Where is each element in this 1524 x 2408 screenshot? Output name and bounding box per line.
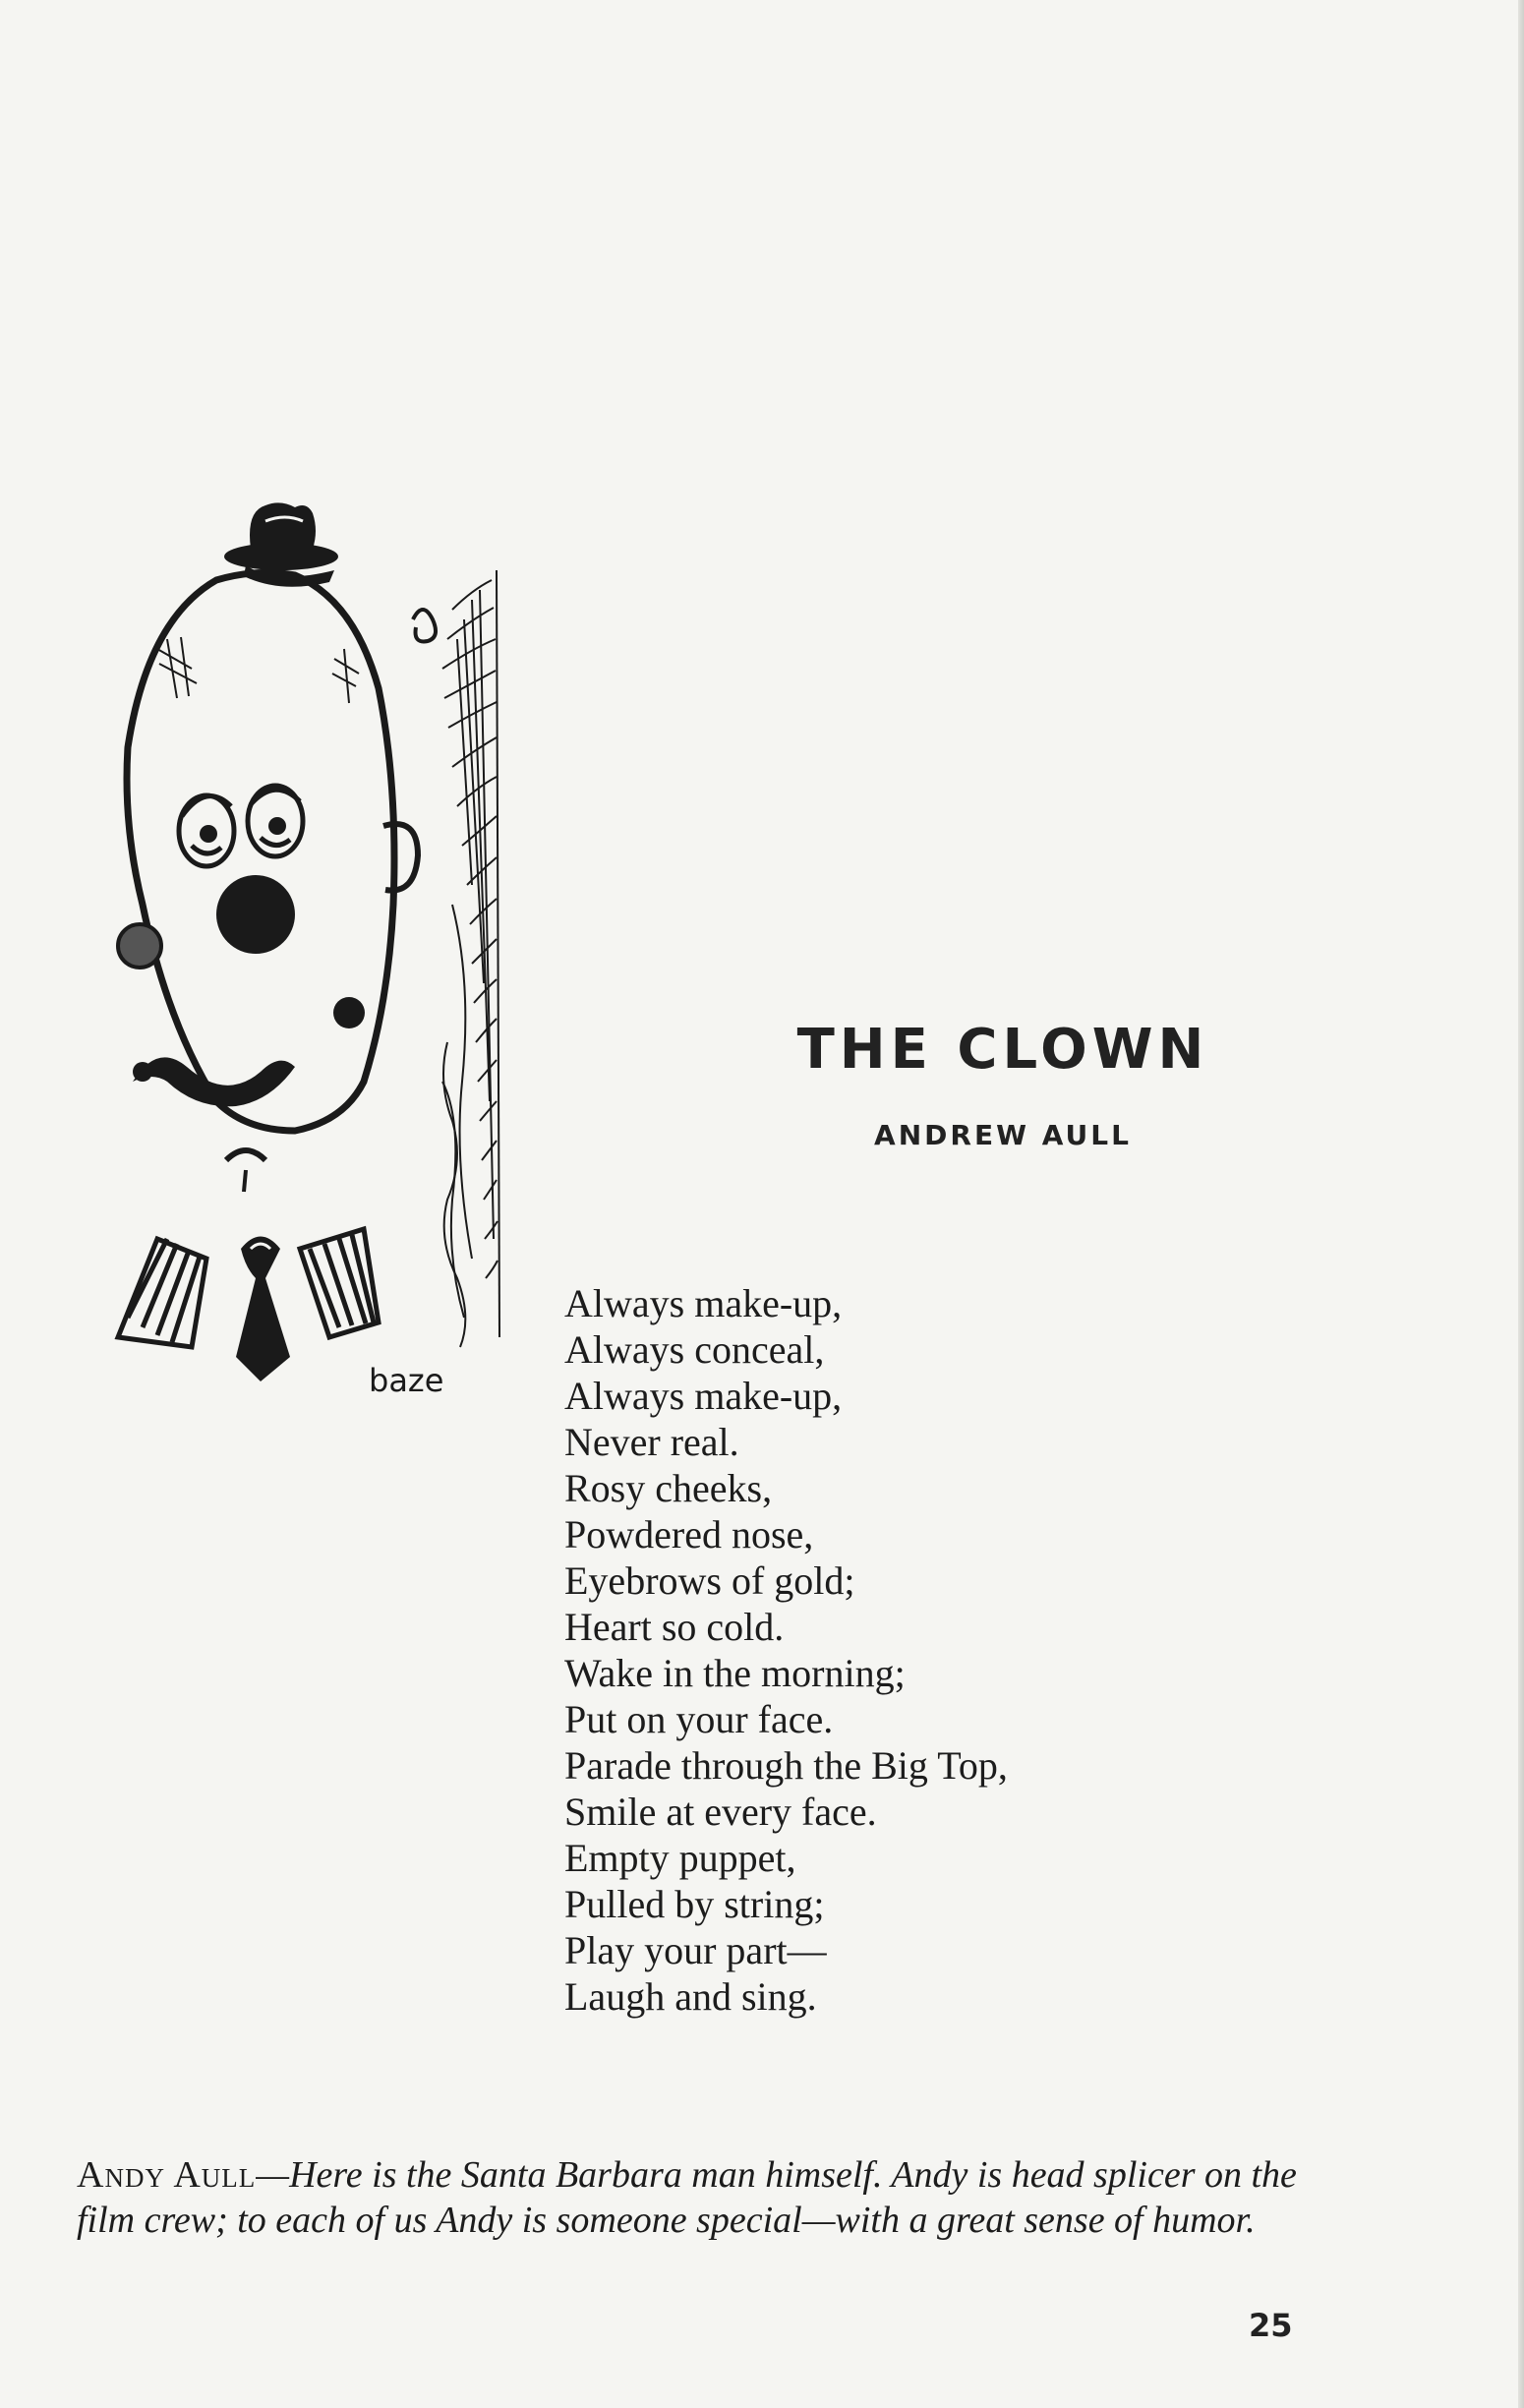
poem-line: Always conceal, [564, 1327, 825, 1372]
poem-author: ANDREW AULL [874, 1119, 1132, 1151]
clown-illustration [98, 492, 531, 1406]
poem-line: Rosy cheeks, [564, 1466, 773, 1510]
poem-line: Parade through the Big Top, [564, 1743, 1008, 1788]
page-edge [1518, 0, 1524, 2408]
clown-caricature-icon [98, 492, 531, 1406]
poem-line: Eyebrows of gold; [564, 1558, 855, 1603]
poem-line: Wake in the morning; [564, 1651, 906, 1695]
poem-line: Pulled by string; [564, 1882, 825, 1926]
poem-line: Play your part— [564, 1928, 827, 1972]
artist-signature: baze [369, 1362, 444, 1399]
bio-dash: — [256, 2154, 290, 2196]
poem-title: THE CLOWN [796, 1018, 1209, 1082]
poem-line: Empty puppet, [564, 1836, 796, 1880]
poem-line: Always make-up, [564, 1281, 843, 1325]
poem-line: Put on your face. [564, 1697, 834, 1741]
tie [236, 1237, 290, 1382]
nose [216, 875, 295, 954]
poem-line: Heart so cold. [564, 1605, 785, 1649]
poem-line: Laugh and sing. [564, 1974, 817, 2019]
page-number: 25 [1249, 2307, 1293, 2344]
poem-line: Powdered nose, [564, 1512, 814, 1556]
poem-line: Smile at every face. [564, 1790, 877, 1834]
mustache [133, 1057, 295, 1106]
bio-text: Here is the Santa Barbara man himself. Andy is head splicer on the film crew; to each of us Andy is someone special—with a great sense of humor. [77, 2154, 1297, 2241]
poem-line: Always make-up, [564, 1374, 843, 1418]
author-bio [77, 2152, 1316, 2243]
bio-name: Andy Aull [77, 2154, 257, 2196]
poem-line: Never real. [564, 1420, 739, 1464]
hatching [442, 570, 499, 1347]
poem-body [564, 1280, 1008, 2020]
